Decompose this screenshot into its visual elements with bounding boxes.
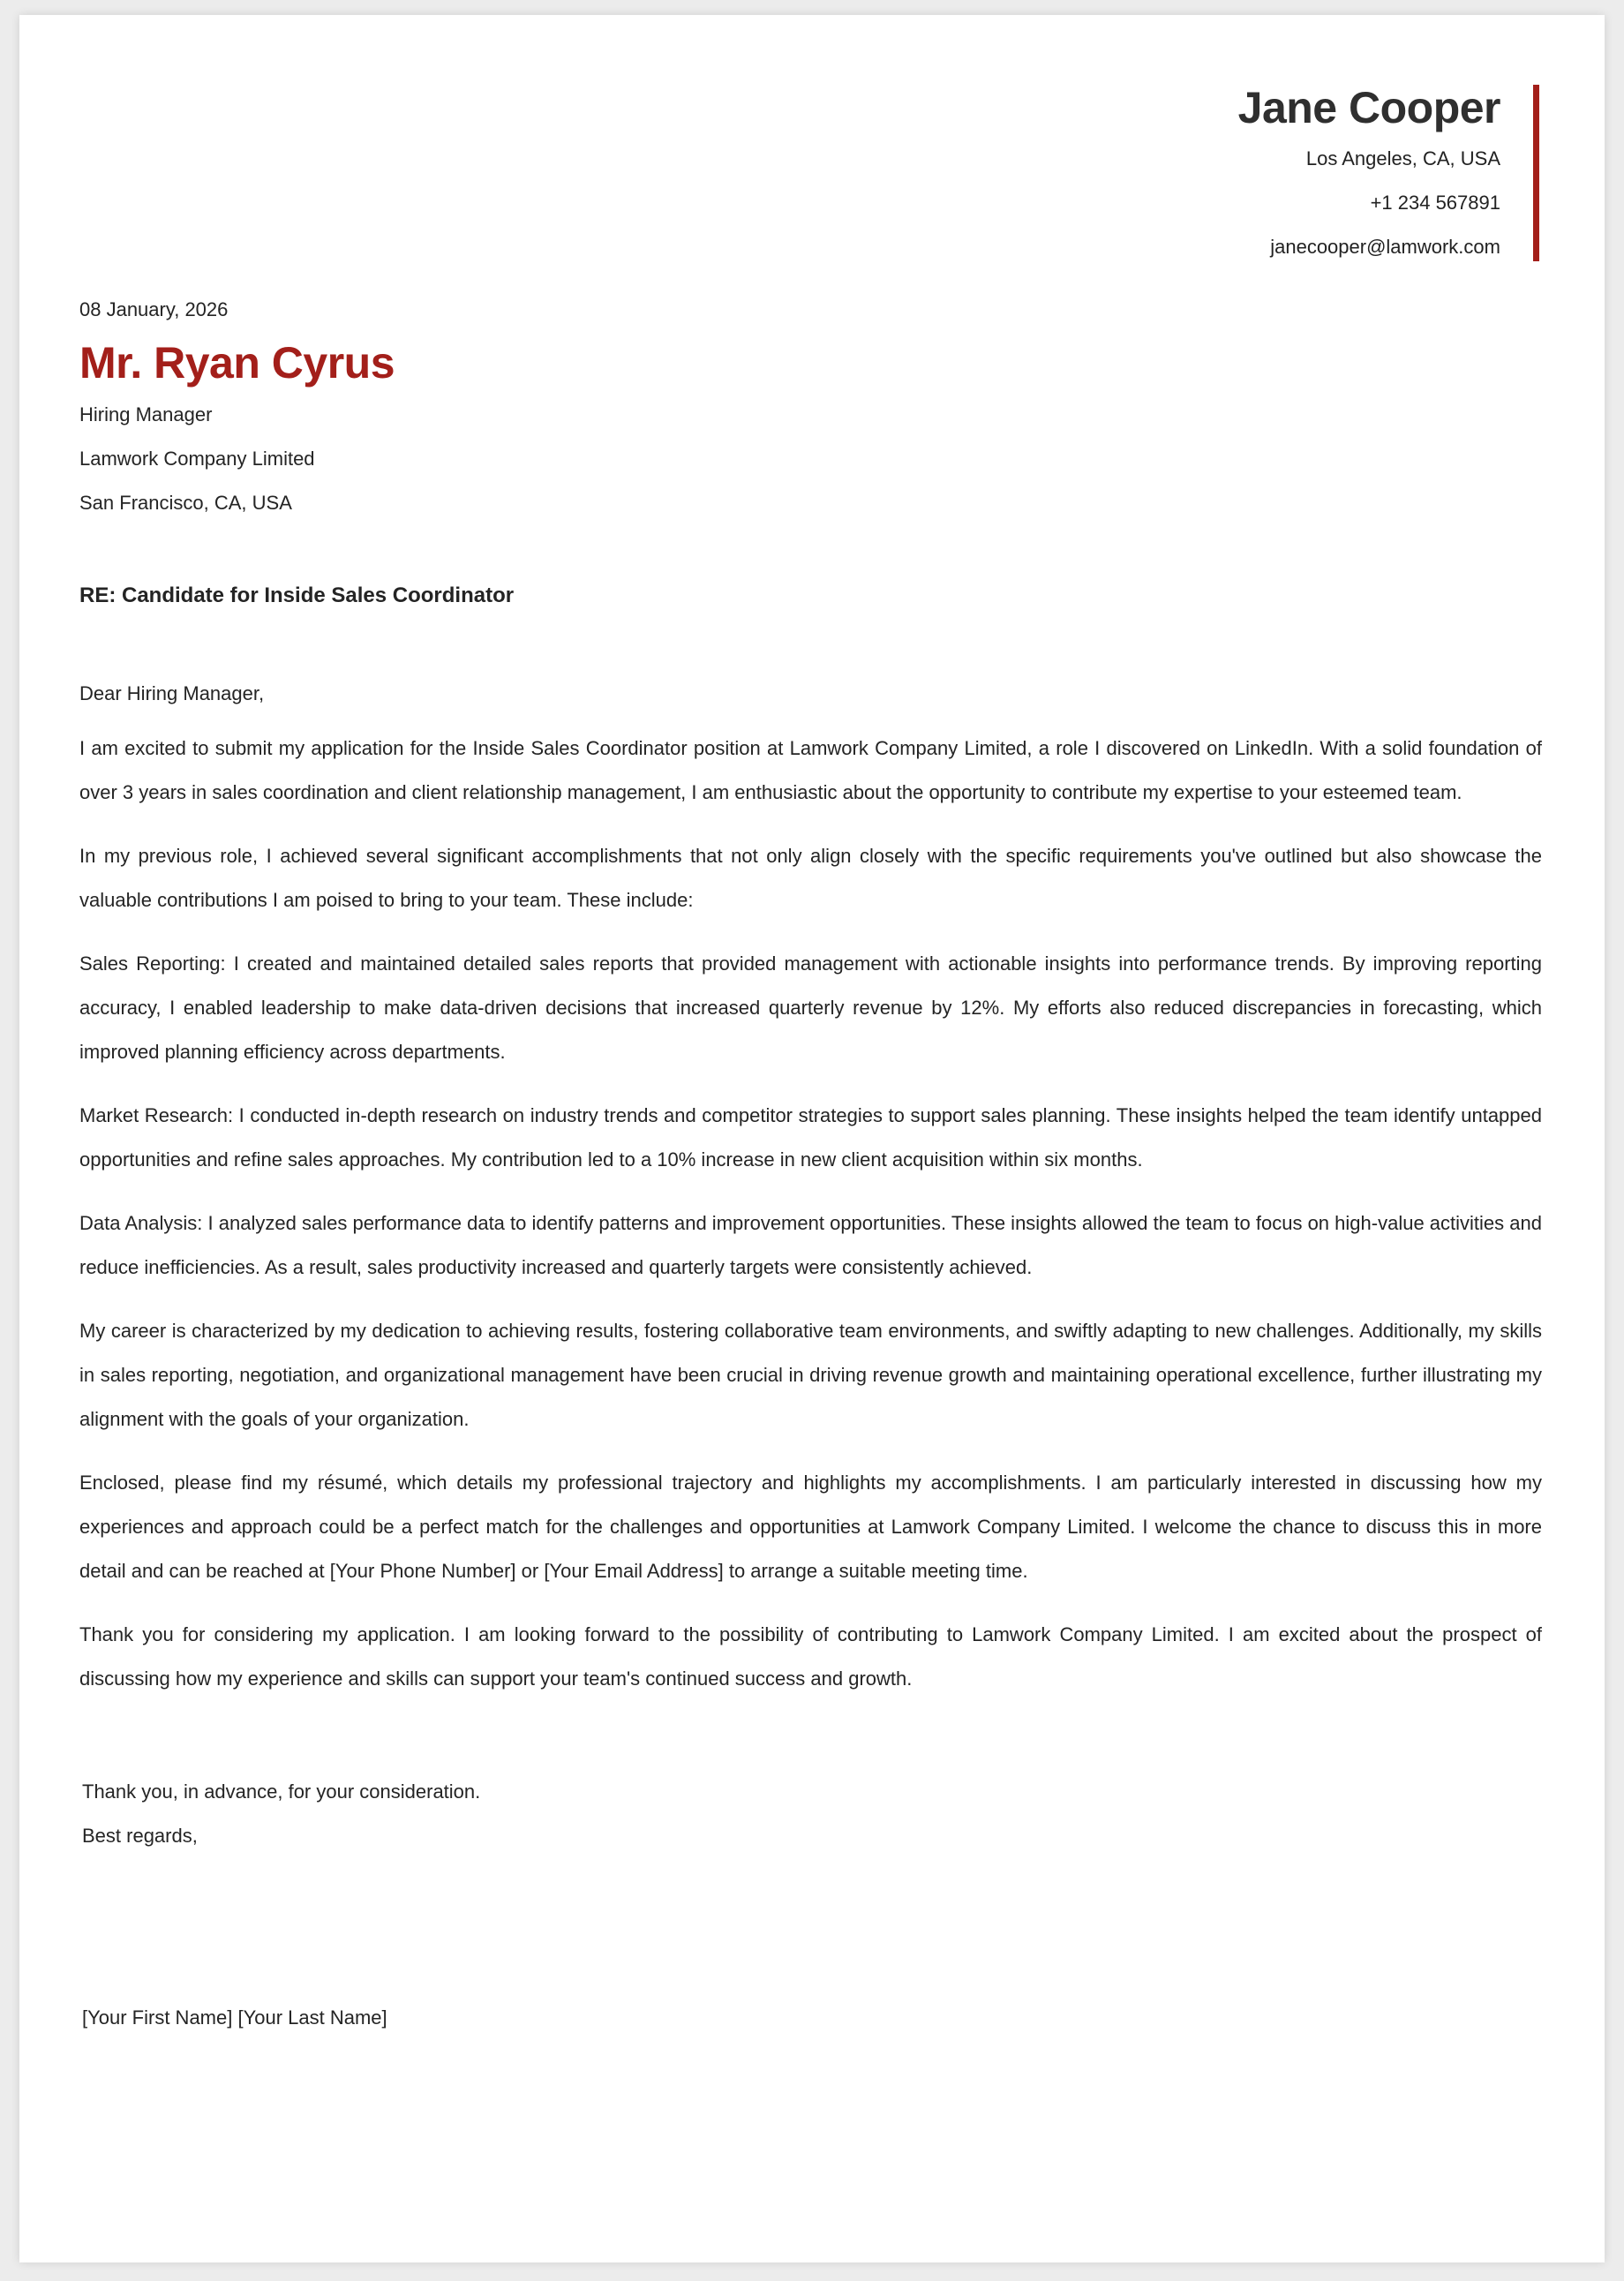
recipient-company: Lamwork Company Limited: [79, 448, 315, 470]
sender-name: Jane Cooper: [1237, 83, 1500, 132]
sender-block: [1238, 79, 1500, 269]
letter-body: [79, 726, 1542, 1701]
letter-subject: RE: Candidate for Inside Sales Coordinator: [79, 583, 515, 607]
recipient-name: Mr. Ryan Cyrus: [79, 338, 395, 388]
body-paragraph-data-analysis: Data Analysis: I analyzed sales performance data to identify patterns and improvement opportunities. These insights allowed the team to focus on high-value activities and reduce inefficiencies. As a result, sales productivity increased and quarterly targets were consistently achieved.: [79, 1212, 1542, 1278]
sender-location: Los Angeles, CA, USA: [1305, 147, 1500, 169]
body-paragraph-sales-reporting: Sales Reporting: I created and maintained detailed sales reports that provided management with actionable insights into performance trends. By improving reporting accuracy, I enabled leadership to make data-driven decisions that increased quarterly revenue by 12%. My efforts also reduced discrepancies in forecasting, which improved planning efficiency across departments.: [79, 952, 1542, 1063]
recipient-location: San Francisco, CA, USA: [79, 492, 292, 514]
body-paragraph-career: My career is characterized by my dedication to achieving results, fostering collaborative team environments, and swiftly adapting to new challenges. Additionally, my skills in sales reporting, negotiation, and organizational management have been crucial in driving revenue growth and maintaining operational excellence, further illustrating my alignment with the goals of your organization.: [79, 1320, 1542, 1430]
body-paragraph-accomplishments: In my previous role, I achieved several significant accomplishments that not only align closely with the specific requirements you've outlined but also showcase the valuable contributions I am poised to bring to your team. These include:: [79, 845, 1542, 911]
body-paragraph-enclosed: Enclosed, please find my résumé, which details my professional trajectory and highlights my accomplishments. I am particularly interested in discussing how my experiences and approach could be a perfect match for the challenges and opportunities at Lamwork Company Limited. I welcome the chance to discuss this in more detail and can be reached at [Your Phone Number] or [Your Email Address] to arrange a suitable meeting time.: [79, 1472, 1542, 1582]
closing-line-thanks: Thank you, in advance, for your consideration.: [82, 1780, 481, 1803]
sender-accent-bar: [1533, 85, 1539, 261]
body-paragraph-thanks: Thank you for considering my application. I am looking forward to the possibility of contributing to Lamwork Company Limited. I am excited about the prospect of discussing how my experience and skills can support your team's continued success and growth.: [79, 1623, 1542, 1690]
recipient-block: [79, 333, 1542, 525]
letter-closing: [79, 1770, 1542, 1858]
letter-salutation: Dear Hiring Manager,: [79, 682, 265, 704]
recipient-title: Hiring Manager: [79, 403, 213, 425]
closing-line-regards: Best regards,: [82, 1825, 198, 1847]
sender-phone: +1 234 567891: [1370, 192, 1500, 214]
letter-content: [79, 290, 1542, 2040]
body-paragraph-intro: I am excited to submit my application for the Inside Sales Coordinator position at Lamwork Company Limited, a role I discovered on LinkedIn. With a solid foundation of over 3 years in sales coordination and client relationship management, I am enthusiastic about the opportunity to contribute my expertise to your esteemed team.: [79, 737, 1542, 803]
body-paragraph-market-research: Market Research: I conducted in-depth research on industry trends and competitor strategies to support sales planning. These insights helped the team identify untapped opportunities and refine sales approaches. My contribution led to a 10% increase in new client acquisition within six months.: [79, 1104, 1542, 1171]
letter-signature: [Your First Name] [Your Last Name]: [82, 2006, 387, 2029]
sender-email: janecooper@lamwork.com: [1270, 236, 1500, 258]
letter-page: [19, 15, 1605, 2262]
letter-date: 08 January, 2026: [79, 298, 229, 320]
